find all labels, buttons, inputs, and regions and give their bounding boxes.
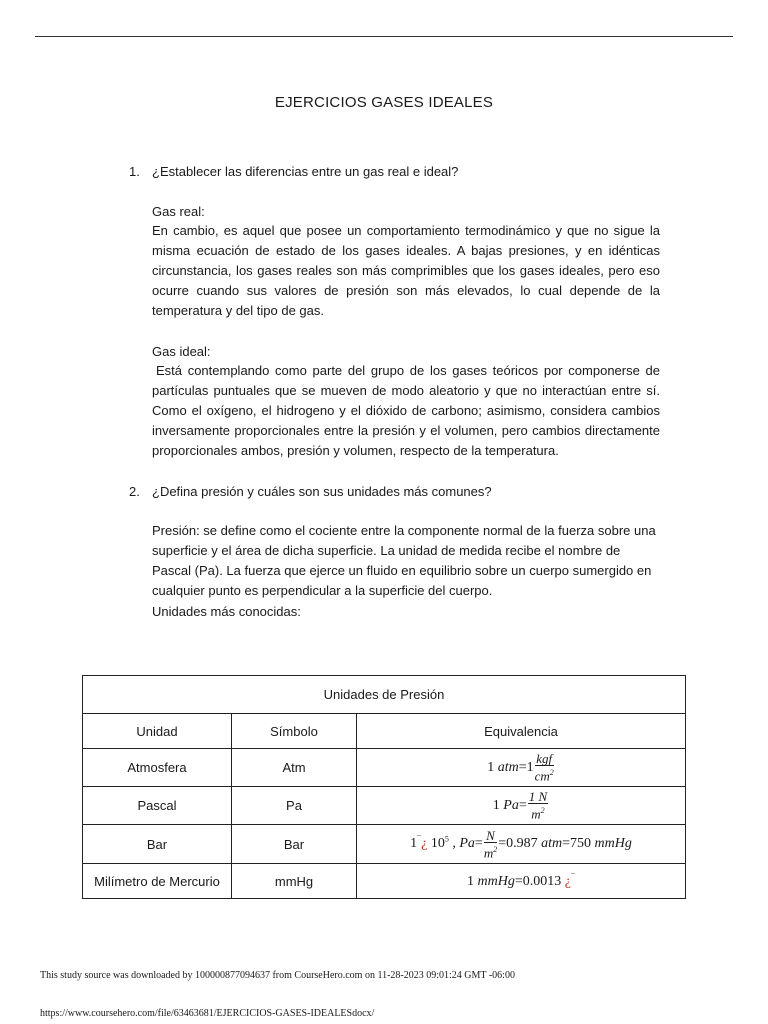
pressure-units-table bbox=[82, 675, 686, 899]
equivalence-cell-atm bbox=[357, 749, 686, 787]
equation-mmhg: 1 mmHg=0.0013 ¿¯ bbox=[467, 872, 575, 889]
equation-atm: 1 atm=1 $\frac{\text{kgf}}{cm^2}$ bbox=[487, 751, 554, 784]
symbol-cell: Pa bbox=[232, 787, 357, 825]
units-intro: Unidades más conocidas: bbox=[152, 604, 301, 619]
question-2-text: ¿Defina presión y cuáles son sus unidades más comunes? bbox=[152, 484, 492, 499]
table-row bbox=[83, 864, 686, 899]
header-equivalence: Equivalencia bbox=[357, 714, 686, 749]
pressure-definition: Presión: se define como el cociente entre la componente normal de la fuerza sobre una superficie y el área de dicha superficie. La unidad de medida recibe el nombre de Pascal (Pa). La fuerza que ejerce un fluido en equilibrio sobre un cuerpo sumergido en cualquier punto es perpendicular a la superficie del cuerpo. bbox=[152, 523, 656, 598]
question-1-number: 1. bbox=[129, 164, 140, 179]
document-title: EJERCICIOS GASES IDEALES bbox=[274, 94, 494, 111]
table-caption: Unidades de Presión bbox=[83, 676, 686, 714]
equivalence-cell-pa bbox=[357, 787, 686, 825]
symbol-cell: Atm bbox=[232, 749, 357, 787]
equivalence-cell-mmhg bbox=[357, 864, 686, 899]
header-unit: Unidad bbox=[83, 714, 232, 749]
unit-cell: Bar bbox=[83, 825, 232, 864]
unit-cell: Pascal bbox=[83, 787, 232, 825]
table-row bbox=[83, 787, 686, 825]
gas-real-paragraph: En cambio, es aquel que posee un comportamiento termodinámico y que no sigue la misma ecuación de estado de los gases ideales. A bajas presiones, y en idénticas circunstancia, los gases reales son más comprimibles que los gases ideales, pero eso ocurre cuando sus valores de presión son más elevados, lo cual depende de la temperatura y del tipo de gas. bbox=[152, 223, 660, 318]
table-row bbox=[83, 825, 686, 864]
equivalence-cell-bar bbox=[357, 825, 686, 864]
gas-ideal-paragraph: Está contemplando como parte del grupo de los gases teóricos por componerse de partículas puntuales que se mueven de modo aleatorio y que no interactúan entre sí. Como el oxígeno, el hidrogeno y el dióxido de carbono; asimismo, considera cambios inversamente proporcionales entre la presión y el volumen, pero cambios directamente proporcionales ambos, presión y volumen, respecto de la temperatura. bbox=[152, 363, 660, 458]
gas-real-label: Gas real: bbox=[152, 204, 205, 219]
table-row bbox=[83, 749, 686, 787]
symbol-cell: mmHg bbox=[232, 864, 357, 899]
download-notice: This study source was downloaded by 100000877094637 from CourseHero.com on 11-28-2023 09:01:24 GMT -06:00 bbox=[40, 970, 515, 981]
header-symbol: Símbolo bbox=[232, 714, 357, 749]
symbol-cell: Bar bbox=[232, 825, 357, 864]
header-rule bbox=[35, 36, 733, 37]
gas-ideal-label: Gas ideal: bbox=[152, 344, 211, 359]
unit-cell: Milímetro de Mercurio bbox=[83, 864, 232, 899]
equation-bar: 1¯¿ $10^5$ , Pa= $\frac{N}{m^2}$ =0.987 atm=750 mmHg bbox=[410, 827, 632, 861]
unit-cell: Atmosfera bbox=[83, 749, 232, 787]
equation-pa: 1 Pa= $\frac{1 N}{m^2}$ bbox=[492, 789, 548, 822]
question-1-text: ¿Establecer las diferencias entre un gas real e ideal? bbox=[152, 164, 459, 179]
source-url: https://www.coursehero.com/file/63463681/EJERCICIOS-GASES-IDEALESdocx/ bbox=[40, 1008, 375, 1019]
question-2-number: 2. bbox=[129, 484, 140, 499]
